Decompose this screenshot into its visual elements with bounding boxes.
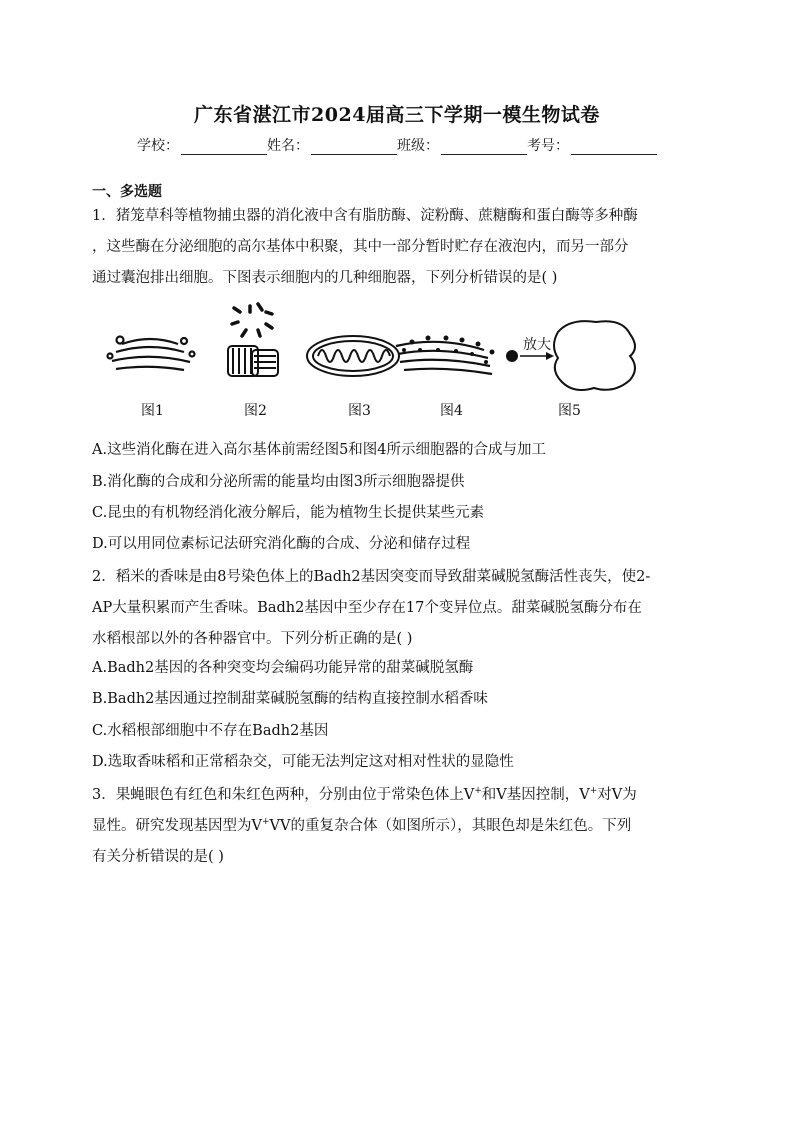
number-label: 考号：	[527, 138, 569, 154]
class-label: 班级：	[397, 138, 439, 154]
q3-line	[92, 780, 704, 811]
name-field[interactable]	[267, 135, 397, 155]
q2-option-b[interactable]: B.Badh2基因通过控制甜菜碱脱氢酶的结构直接控制水稻香味	[92, 691, 488, 707]
fig5-enlarge-label: 放大	[523, 337, 551, 353]
q1-option-d[interactable]: D.可以用同位素标记法研究消化酶的合成、分泌和储存过程	[92, 536, 471, 552]
class-blank[interactable]	[441, 139, 527, 155]
q3-text: 对V为	[597, 787, 637, 803]
q3-text: VV的重复杂合体（如图所示），其眼色却是朱红色。下列	[269, 818, 632, 834]
school-blank[interactable]	[181, 139, 267, 155]
q2-option-a[interactable]: A.Badh2基因的各种突变均会编码功能异常的甜菜碱脱氢酶	[92, 660, 474, 676]
q1-line: 1．猪笼草科等植物捕虫器的消化液中含有脂肪酶、淀粉酶、蔗糖酶和蛋白酶等多种酶	[92, 208, 638, 224]
number-blank[interactable]	[571, 139, 657, 155]
caption-fig1: 图1	[141, 403, 164, 419]
superscript-plus: +	[474, 786, 482, 797]
student-info-row	[0, 135, 794, 155]
q3-text: 和V基因控制，V	[481, 787, 590, 803]
page-title: 广东省湛江市2024届高三下学期一模生物试卷	[194, 104, 600, 126]
q3-line: 有关分析错误的是( )	[92, 849, 224, 865]
q1-option-c[interactable]: C.昆虫的有机物经消化液分解后，能为植物生长提供某些元素	[92, 505, 485, 521]
q1-line: 通过囊泡排出细胞。下图表示细胞内的几种细胞器，下列分析错误的是( )	[92, 270, 558, 286]
organelle-figure	[100, 294, 640, 394]
question-1	[92, 201, 704, 294]
question-3	[92, 780, 704, 873]
caption-fig5: 图5	[558, 403, 581, 419]
q1-option-b[interactable]: B.消化酶的合成和分泌所需的能量均由图3所示细胞器提供	[92, 474, 465, 490]
q2-option-d[interactable]: D.选取香味稻和正常稻杂交，可能无法判定这对相对性状的显隐性	[92, 754, 514, 770]
name-blank[interactable]	[311, 139, 397, 155]
school-field[interactable]	[137, 135, 267, 155]
q1-line: ，这些酶在分泌细胞的高尔基体中积聚，其中一部分暂时贮存在液泡内，而另一部分	[92, 239, 629, 255]
golgi-icon	[108, 337, 195, 371]
q3-line	[92, 811, 704, 842]
q3-text: 3．果蝇眼色有红色和朱红色两种，分别由位于常染色体上V	[92, 787, 475, 803]
number-field[interactable]	[527, 135, 657, 155]
centriole-icon	[228, 304, 278, 376]
superscript-plus: +	[589, 786, 598, 797]
name-label: 姓名：	[267, 138, 309, 154]
caption-fig3: 图3	[348, 403, 371, 419]
figure-captions	[0, 400, 794, 420]
q1-option-a[interactable]: A.这些消化酶在进入高尔基体前需经图5和图4所示细胞器的合成与加工	[92, 442, 547, 458]
class-field[interactable]	[397, 135, 527, 155]
caption-fig2: 图2	[244, 403, 267, 419]
caption-fig4: 图4	[440, 403, 463, 419]
q2-line: 水稻根部以外的各种器官中。下列分析正确的是( )	[92, 631, 413, 647]
q2-option-c[interactable]: C.水稻根部细胞中不存在Badh2基因	[92, 723, 329, 739]
q2-line: 2．稻米的香味是由8号染色体上的Badh2基因突变而导致甜菜碱脱氢酶活性丧失，使2-	[92, 569, 651, 585]
endoplasmic-reticulum-icon	[396, 336, 495, 375]
q3-text: 显性。研究发现基因型为V	[92, 818, 262, 834]
question-2	[92, 562, 704, 655]
school-label: 学校：	[137, 138, 179, 154]
q2-line: AP大量积累而产生香味。Badh2基因中至少存在17个变异位点。甜菜碱脱氢酶分布在	[92, 600, 642, 616]
mitochondrion-icon	[307, 336, 399, 376]
ribosome-icon	[506, 321, 635, 390]
section-heading: 一、多选题	[92, 184, 162, 200]
superscript-plus: +	[261, 817, 270, 828]
